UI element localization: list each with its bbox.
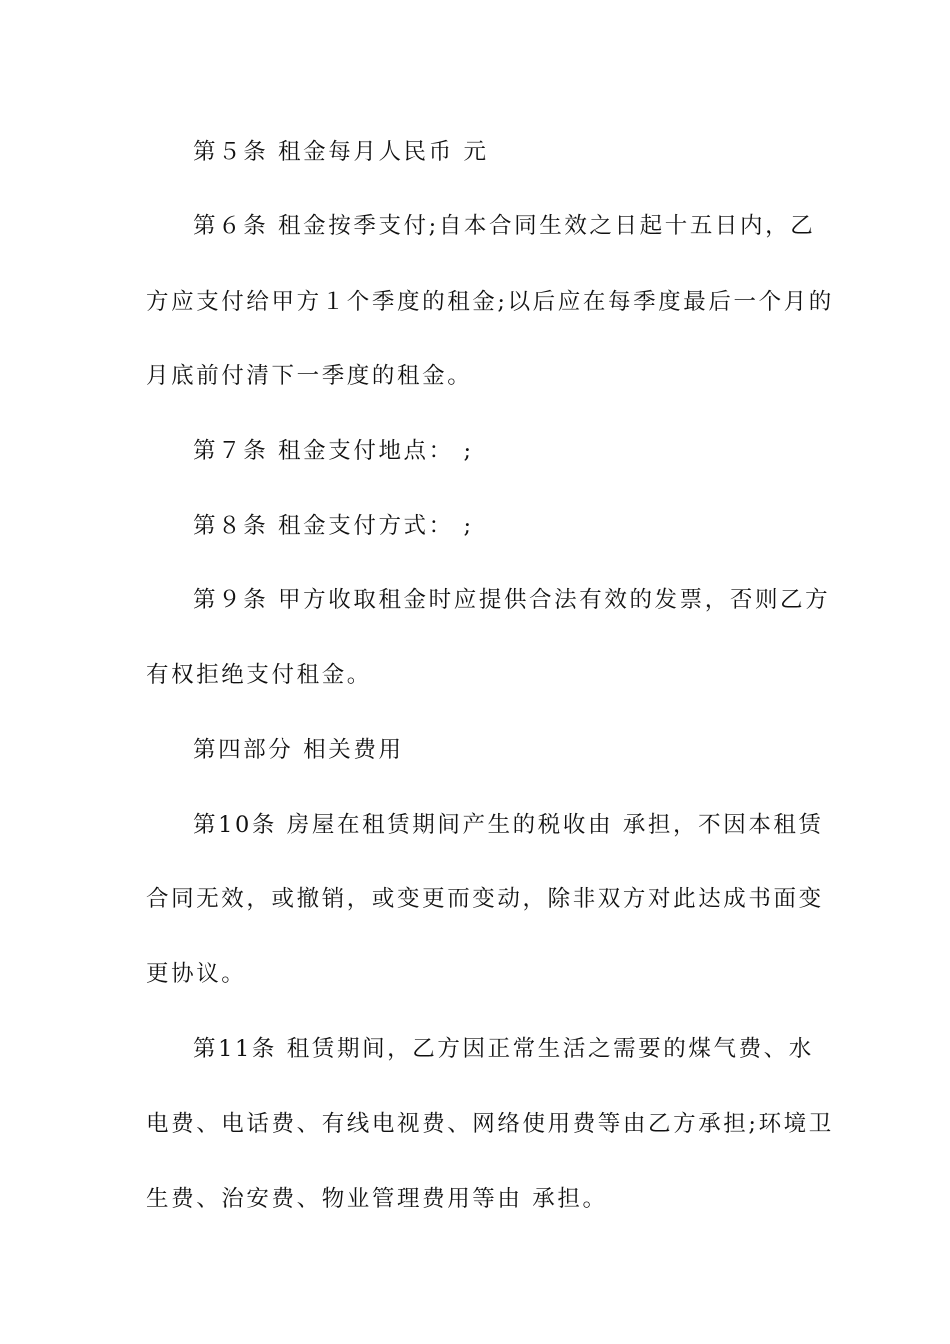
clause-6-line-2: 方应支付给甲方１个季度的租金;以后应在每季度最后一个月的 — [146, 289, 834, 315]
clause-6-line-1: 第６条 租金按季支付;自本合同生效之日起十五日内，乙 — [193, 213, 816, 239]
clause-5-line-1: 第５条 租金每月人民币 元 — [193, 139, 489, 165]
clause-11-line-1: 第11条 租赁期间，乙方因正常生活之需要的煤气费、水 — [193, 1036, 814, 1062]
clause-11-line-3: 生费、治安费、物业管理费用等由 承担。 — [146, 1186, 608, 1212]
clause-7-line-1: 第７条 租金支付地点： ; — [193, 438, 474, 464]
clause-10-line-1: 第10条 房屋在租赁期间产生的税收由 承担，不因本租赁 — [193, 812, 824, 838]
clause-9-line-2: 有权拒绝支付租金。 — [146, 662, 372, 688]
clause-9-line-1: 第９条 甲方收取租金时应提供合法有效的发票，否则乙方 — [193, 587, 831, 613]
clause-8-line-1: 第８条 租金支付方式： ; — [193, 513, 474, 539]
section-4-heading-text: 第四部分 相关费用 — [193, 737, 404, 763]
clause-11-line-2: 电费、电话费、有线电视费、网络使用费等由乙方承担;环境卫 — [146, 1111, 834, 1137]
clause-6-line-3: 月底前付清下一季度的租金。 — [146, 363, 473, 389]
clause-10-line-2: 合同无效，或撤销，或变更而变动，除非双方对此达成书面变 — [146, 886, 824, 912]
clause-10-line-3: 更协议。 — [146, 961, 247, 987]
